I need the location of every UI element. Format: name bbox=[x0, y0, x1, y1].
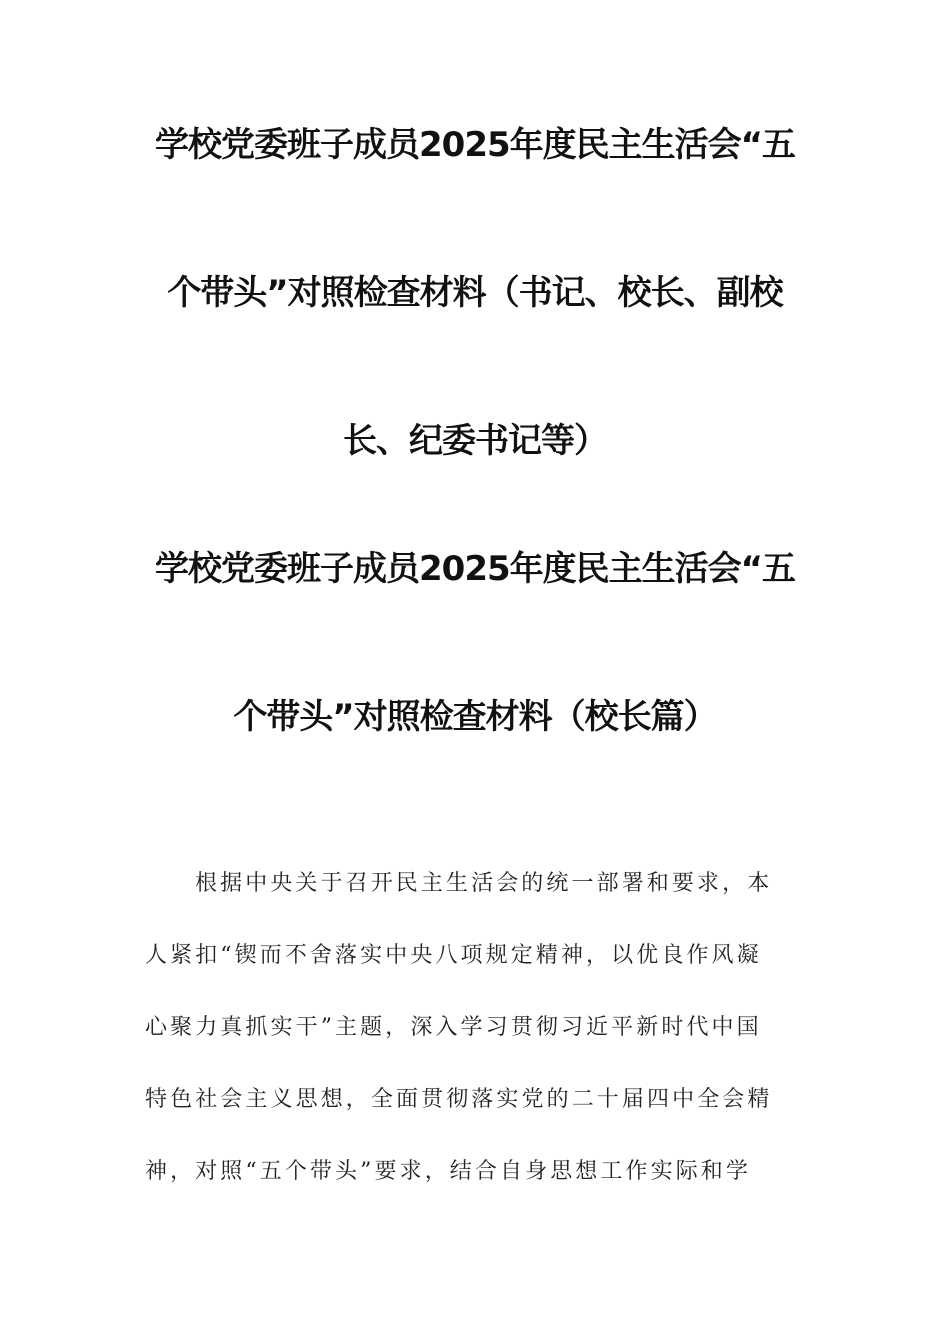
sub-title-line-1: 学校党委班子成员2025年度民主生活会“五 bbox=[155, 549, 795, 589]
main-title bbox=[110, 108, 840, 478]
main-title-line-3: 长、纪委书记等） bbox=[343, 421, 607, 461]
body-line-1: 根据中央关于召开民主生活会的统一部署和要求，本 bbox=[195, 871, 773, 896]
sub-title-line-2: 个带头”对照检查材料（校长篇） bbox=[233, 697, 717, 737]
sub-title bbox=[110, 532, 840, 754]
body-paragraph bbox=[145, 857, 795, 1217]
main-title-line-1: 学校党委班子成员2025年度民主生活会“五 bbox=[155, 125, 795, 165]
body-line-4: 特色社会主义思想，全面贯彻落实党的二十届四中全会精 bbox=[145, 1087, 773, 1112]
body-line-3: 心聚力真抓实干”主题，深入学习贯彻习近平新时代中国 bbox=[145, 1015, 762, 1040]
body-line-2: 人紧扣“锲而不舍落实中央八项规定精神，以优良作风凝 bbox=[145, 943, 762, 968]
main-title-line-2: 个带头”对照检查材料（书记、校长、副校 bbox=[167, 273, 783, 313]
body-line-5: 神，对照“五个带头”要求，结合自身思想工作实际和学 bbox=[145, 1159, 751, 1184]
